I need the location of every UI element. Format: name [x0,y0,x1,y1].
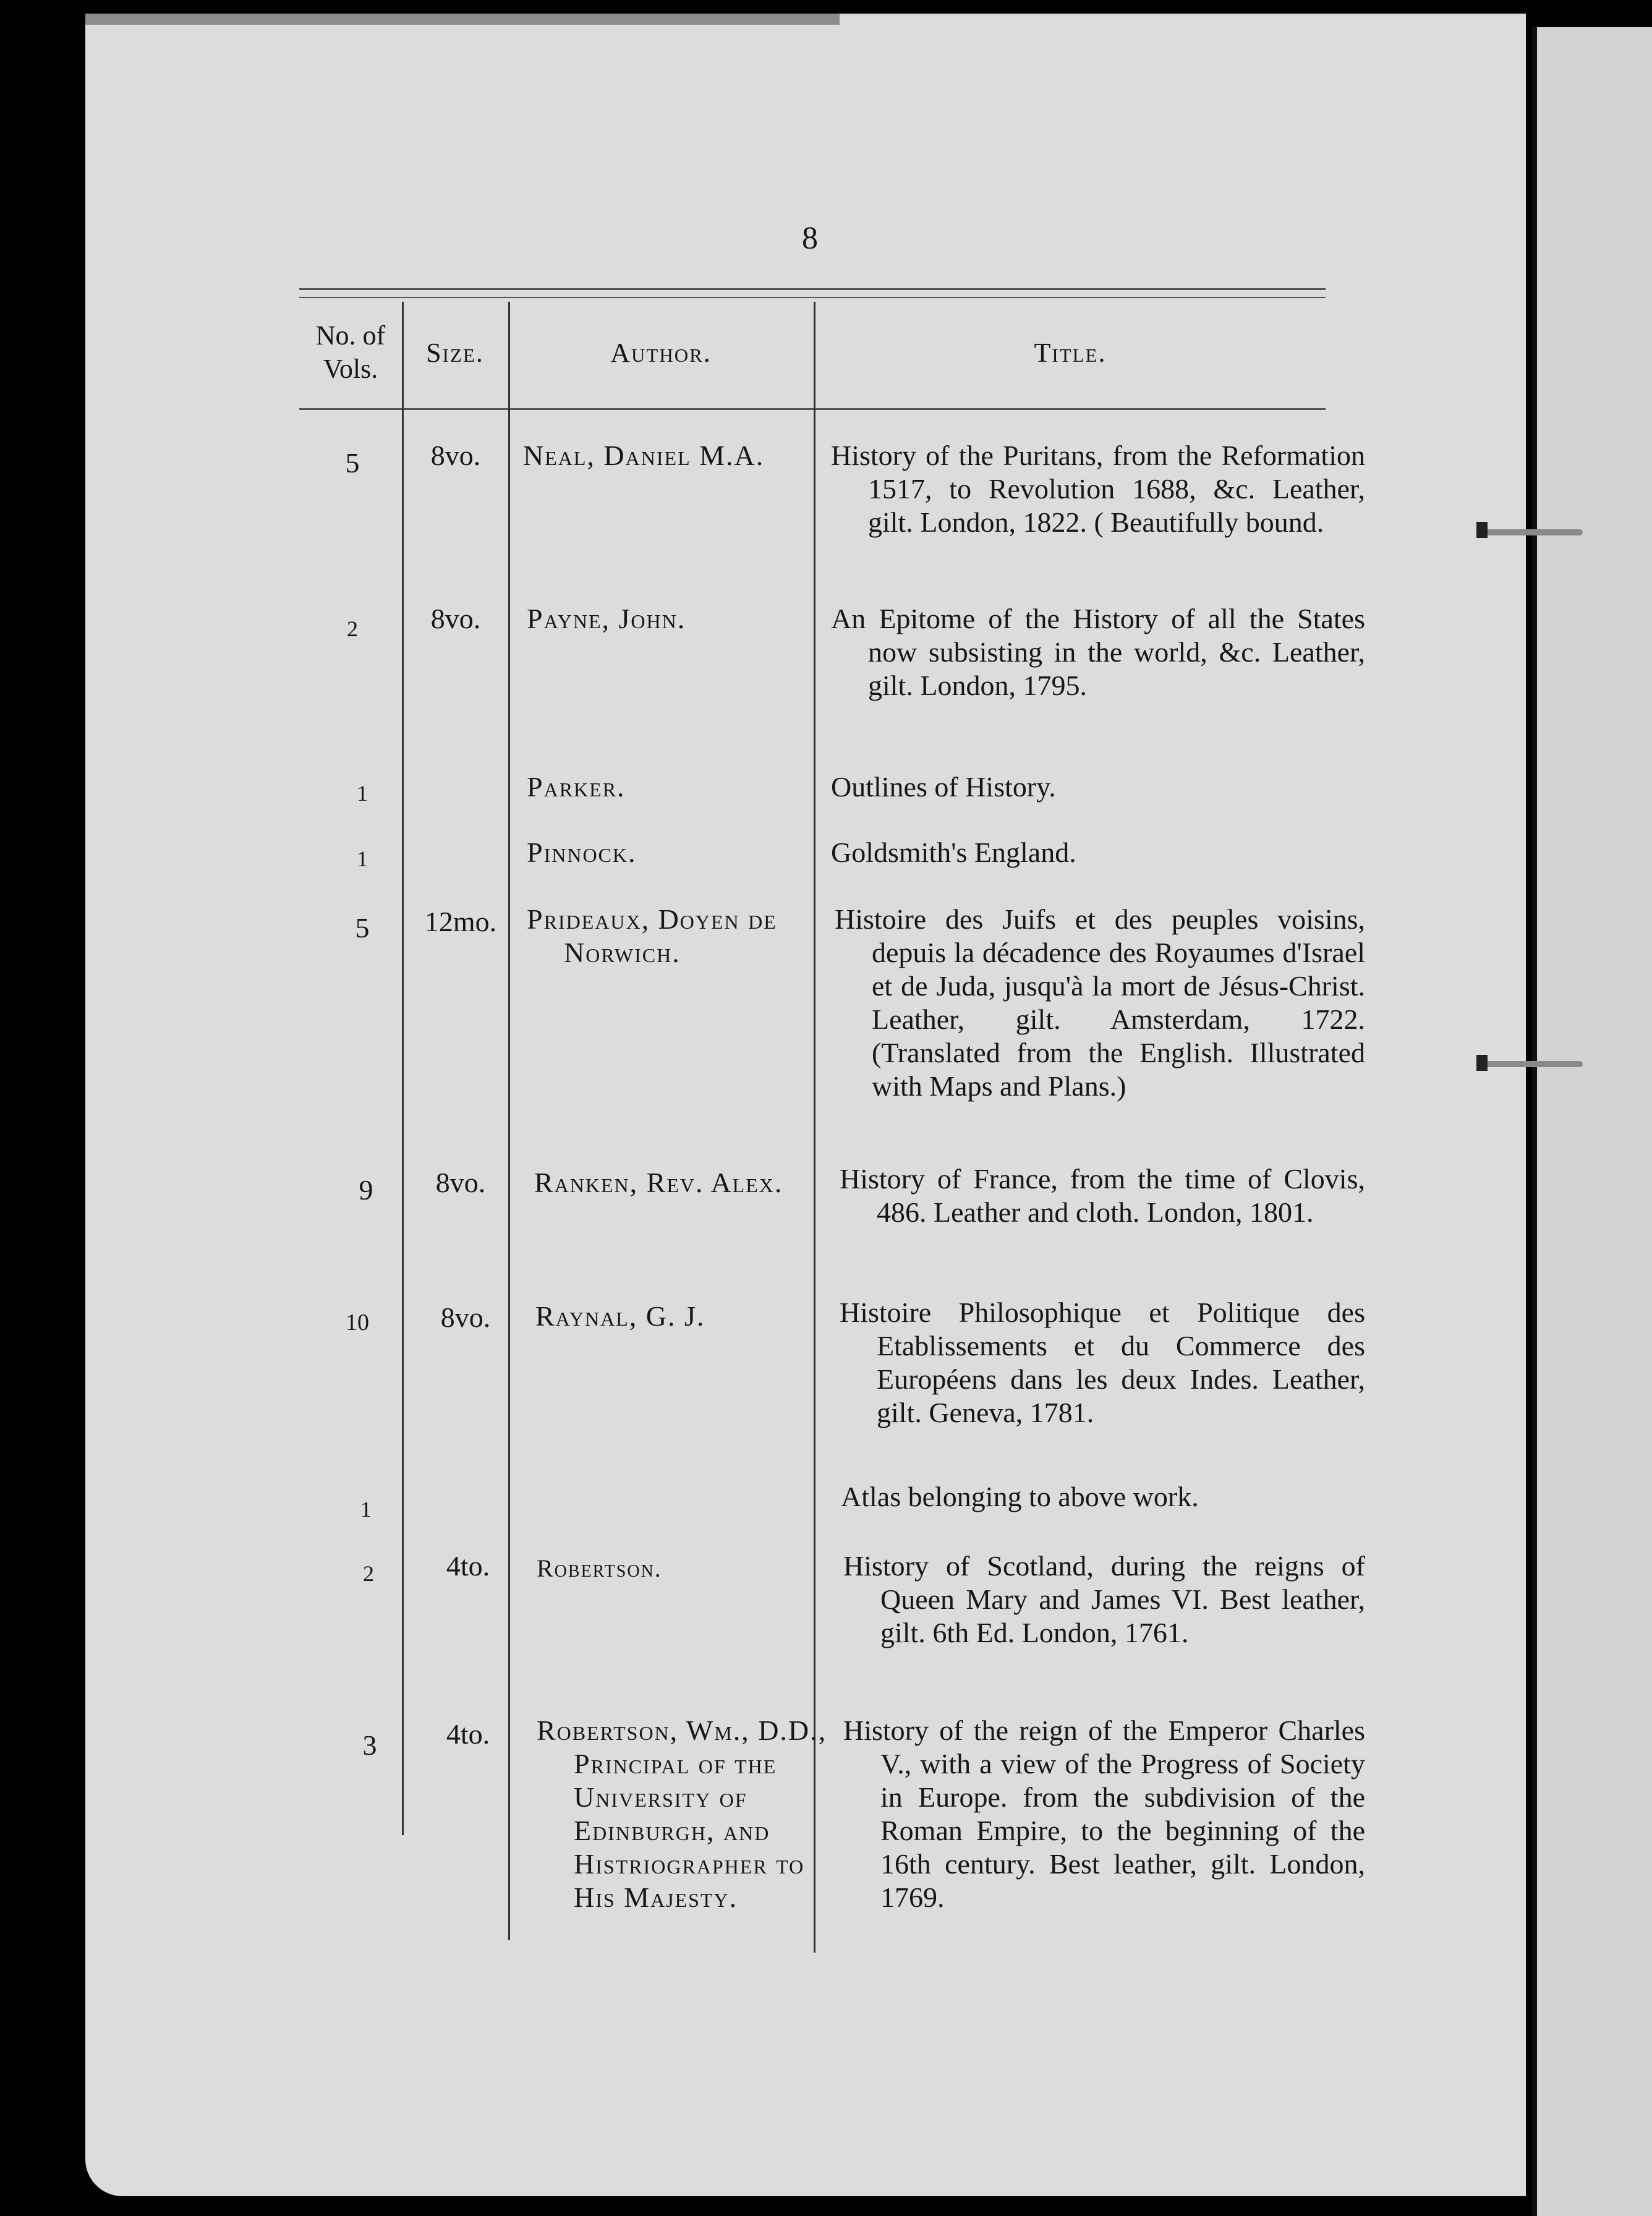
entry-title: Goldsmith's England. [831,837,1076,868]
entry-author: Neal, Daniel M.A. [523,440,765,471]
entry-vols: 9 [359,1174,373,1206]
header-rule-top-double [299,297,1326,298]
entry-vols: 1 [360,1497,372,1522]
column-header-vols: No. of Vols. [315,320,386,384]
entry-author: Raynal, G. J. [535,1300,705,1332]
entry-title: History of France, from the time of Clovis, 486. Leather and cloth. London, 1801. [840,1163,1365,1228]
binding-stitch [1478,529,1583,535]
column-header-title: Title. [1034,338,1107,368]
column-divider-author [814,302,815,1953]
entry-size: 8vo. [435,1167,486,1198]
entry-author: Payne, John. [527,603,686,634]
header-rule-bottom [299,408,1326,410]
binding-stitch [1478,1061,1583,1067]
entry-size: 12mo. [424,906,497,937]
entry-size: 4to. [446,1718,490,1750]
entry-author: Pinnock. [527,837,637,868]
entry-size: 8vo. [430,603,481,634]
entry-author: Robertson. [537,1554,662,1582]
entry-vols: 3 [362,1729,377,1761]
adjacent-page-strip [1532,27,1652,2216]
entry-title: History of Scotland, during the reigns of Queen Mary and James VI. Best leather, gilt. 6th Ed. London, 1761. [843,1550,1365,1648]
entry-vols: 10 [346,1310,369,1336]
entry-author: Parker. [527,771,626,803]
column-header-size: Size. [426,338,484,368]
column-header-author: Author. [610,338,712,368]
entry-size: 8vo. [430,440,481,471]
entry-vols: 1 [357,781,368,806]
column-divider-vols [402,302,404,1835]
column-divider-size [508,302,510,1940]
entry-vols: 2 [347,616,358,641]
entry-author: Prideaux, Doyen de Norwich. [527,903,777,968]
entry-title: History of the Puritans, from the Reformation 1517, to Revolution 1688, &c. Leather, gilt. London, 1822. ( Beautifully bound. [831,440,1365,538]
entry-size: 4to. [446,1550,490,1582]
entry-author: Robertson, Wm., D.D., Principal of the University of Edinburgh, and Histriographer to His Majesty. [537,1715,827,1913]
entry-size: 8vo. [440,1302,491,1333]
binding-stitch-mark [1476,1055,1488,1071]
entry-title: Outlines of History. [831,771,1056,803]
header-rule-top [299,288,1326,290]
entry-title: An Epitome of the History of all the States now subsisting in the world, &c. Leather, gilt. London, 1795. [831,603,1365,701]
entry-vols: 2 [363,1561,374,1586]
entry-author: Ranken, Rev. Alex. [534,1167,783,1198]
entry-title: History of the reign of the Emperor Charles V., with a view of the Progress of Society in Europe. from the subdivision of the Roman Empire, to the beginning of the 16th century. Best leather, gilt. London, 1769. [843,1715,1365,1913]
entry-title: Histoire des Juifs et des peuples voisins, depuis la décadence des Royaumes d'Israel et de Juda, jusqu'à la mort de Jésus-Christ. Leather, gilt. Amsterdam, 1722. (Translated from the English. Illustrated with Maps and Plans.) [835,903,1365,1102]
entry-vols: 5 [355,912,370,944]
entry-title: Atlas belonging to above work. [841,1481,1199,1512]
page-top-edge [85,14,840,25]
entry-vols: 1 [357,846,368,871]
entry-vols: 5 [345,447,360,479]
binding-stitch-mark [1476,522,1488,538]
page-number: 8 [802,221,818,256]
entry-title: Histoire Philosophique et Politique des Etablissements et du Commerce des Européens dans les deux Indes. Leather, gilt. Geneva, 1781. [840,1297,1365,1428]
